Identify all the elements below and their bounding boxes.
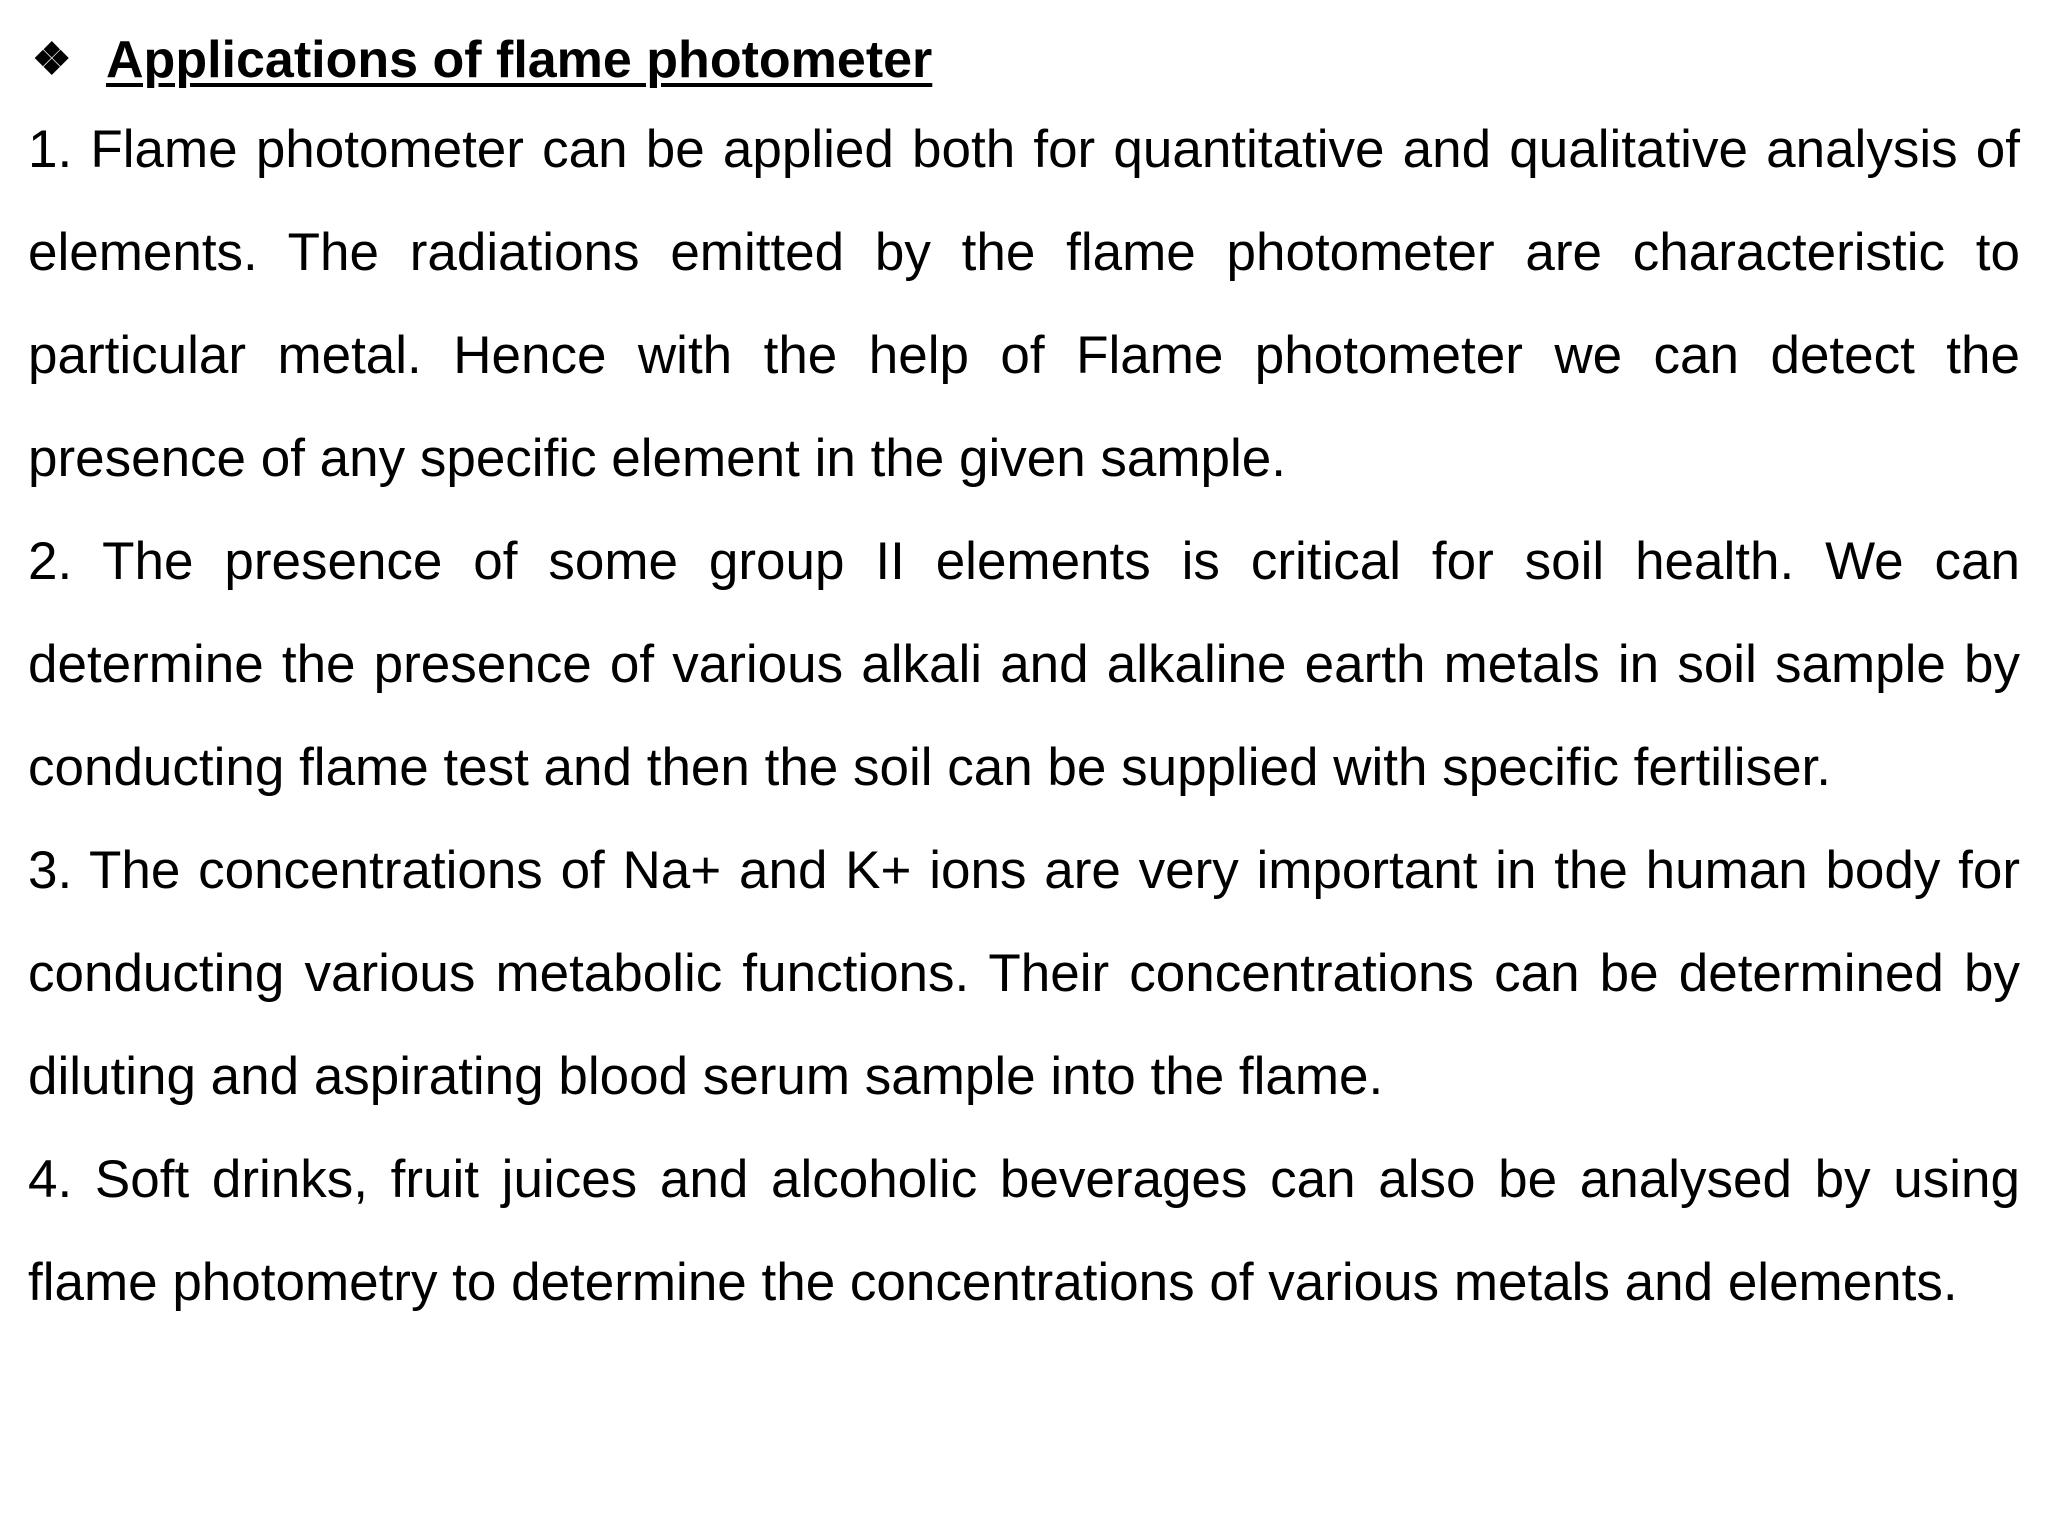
paragraph-4: 4. Soft drinks, fruit juices and alcoholic beverages can also be analysed by using flame photometry to determine the concentrations of various metals and elements. [28,1150,2020,1312]
paragraph-3: 3. The concentrations of Na+ and K+ ions are very important in the human body for conducting various metabolic functions. Their concentrations can be determined by diluting and aspirating blood serum sample into the flame. [28,841,2020,1106]
diamond-bullet-icon: ❖ [32,35,72,84]
section-heading [28,22,2020,98]
paragraph-1: 1. Flame photometer can be applied both for quantitative and qualitative analysis of elements. The radiations emitted by the flame photometer are characteristic to particular metal. Hence with the help of Flame photometer we can detect the presence of any specific element in the given sample. [28,120,2020,488]
heading-title: Applications of flame photometer [106,31,933,89]
paragraph-2: 2. The presence of some group II elements is critical for soil health. We can determine the presence of various alkali and alkaline earth metals in soil sample by conducting flame test and then the soil can be supplied with specific fertiliser. [28,532,2020,797]
